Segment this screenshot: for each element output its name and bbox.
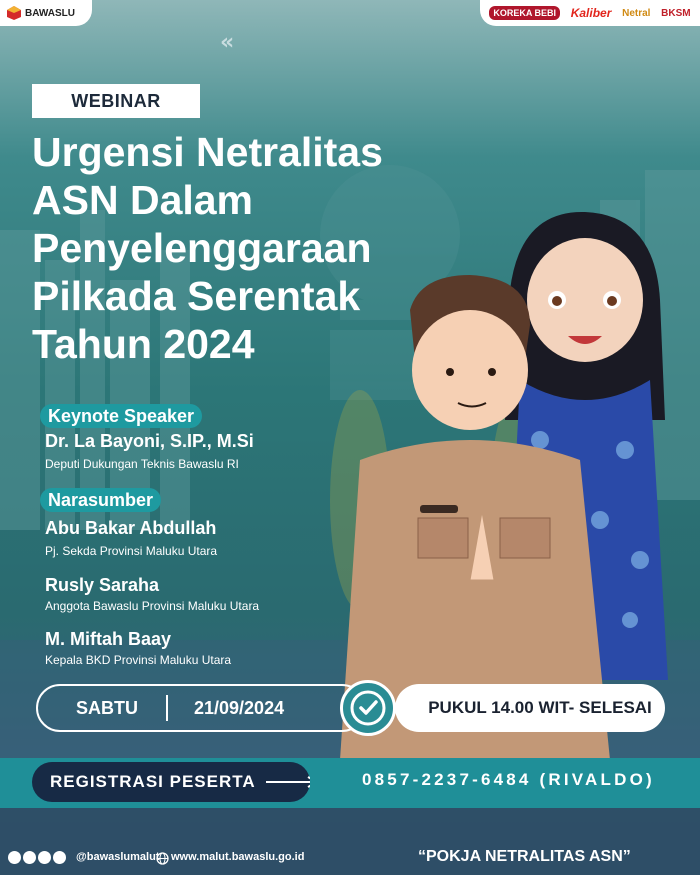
logo-text: BAWASLU: [25, 7, 75, 19]
partner-logo: Netral: [622, 7, 651, 19]
webinar-label: WEBINAR: [71, 90, 161, 111]
title-line: ASN Dalam: [32, 177, 254, 223]
speaker-role: Pj. Sekda Provinsi Maluku Utara: [45, 544, 218, 558]
title-line: Tahun 2024: [32, 321, 255, 367]
arrow-right-icon: [264, 775, 310, 789]
event-day: SABTU: [76, 697, 138, 718]
speaker-name: Abu Bakar Abdullah: [45, 518, 217, 538]
date-pill: [36, 684, 366, 732]
keynote-speaker-label: Keynote Speaker: [40, 404, 202, 428]
partner-logo: KOREKA BEBI: [489, 6, 560, 20]
double-chevron-left-icon: «: [220, 30, 231, 55]
social-handle[interactable]: @bawaslumalut: [76, 851, 160, 863]
social-icons: [8, 851, 66, 864]
keynote-speaker-role: Deputi Dukungan Teknis Bawaslu RI: [45, 457, 239, 471]
event-date: 21/09/2024: [194, 697, 285, 718]
narasumber-label: Narasumber: [40, 488, 161, 512]
register-button-label: REGISTRASI PESERTA: [50, 772, 256, 791]
speaker-role: Anggota Bawaslu Provinsi Maluku Utara: [45, 599, 260, 613]
tagline: “POKJA NETRALITAS ASN”: [418, 848, 631, 865]
website-link[interactable]: www.malut.bawaslu.go.id: [171, 851, 305, 863]
instagram-icon[interactable]: [23, 851, 36, 864]
partner-logo: BKSM: [661, 7, 691, 19]
divider: [166, 695, 168, 721]
title-line: Penyelenggaraan: [32, 225, 372, 271]
event-time: PUKUL 14.00 WIT- SELESAI: [428, 698, 652, 717]
x-icon[interactable]: [38, 851, 51, 864]
facebook-icon[interactable]: [8, 851, 21, 864]
globe-icon: [156, 852, 169, 865]
title-line: Urgensi Netralitas: [32, 129, 383, 175]
title-line: Pilkada Serentak: [32, 273, 361, 319]
speaker-name: M. Miftah Baay: [45, 629, 172, 649]
partner-logo: Kaliber: [570, 6, 612, 20]
contact-phone[interactable]: 0857-2237-6484 (RIVALDO): [362, 770, 655, 789]
speaker-role: Kepala BKD Provinsi Maluku Utara: [45, 653, 232, 667]
clock-check-icon: [340, 680, 396, 736]
register-button[interactable]: [32, 762, 310, 802]
youtube-icon[interactable]: [53, 851, 66, 864]
time-pill: [395, 684, 665, 732]
speaker-name: Rusly Saraha: [45, 575, 160, 595]
keynote-speaker-name: Dr. La Bayoni, S.IP., M.Si: [45, 431, 254, 451]
